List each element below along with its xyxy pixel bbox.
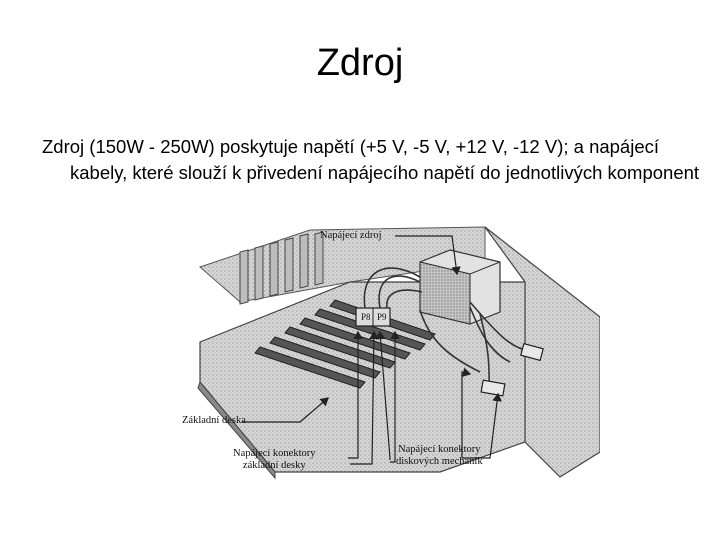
label-drive-connectors-line2: diskových mechanik <box>396 456 483 467</box>
label-motherboard-connectors-line2: základní desky <box>242 460 306 471</box>
label-connector-p8: P8 <box>361 312 371 322</box>
power-supply-diagram <box>180 222 600 480</box>
label-motherboard-connectors-line1: Napájecí konektory <box>233 448 316 459</box>
bullet-text: Zdroj (150W - 250W) poskytuje napětí (+5 V, -5 V, +12 V, -12 V); a napájecí kabely, které slouží k přivedení napájecího napětí do jednotlivých komponent <box>42 136 700 183</box>
label-power-supply: Napájecí zdroj <box>320 230 382 241</box>
label-motherboard-connectors <box>233 448 316 472</box>
label-drive-connectors <box>396 444 483 468</box>
label-motherboard: Základní deska <box>182 415 246 426</box>
diagram-illustration <box>180 222 600 480</box>
label-connector-p9: P9 <box>377 312 387 322</box>
label-drive-connectors-line1: Napájecí konektory <box>398 444 481 455</box>
slide-title: Zdroj <box>316 42 404 84</box>
